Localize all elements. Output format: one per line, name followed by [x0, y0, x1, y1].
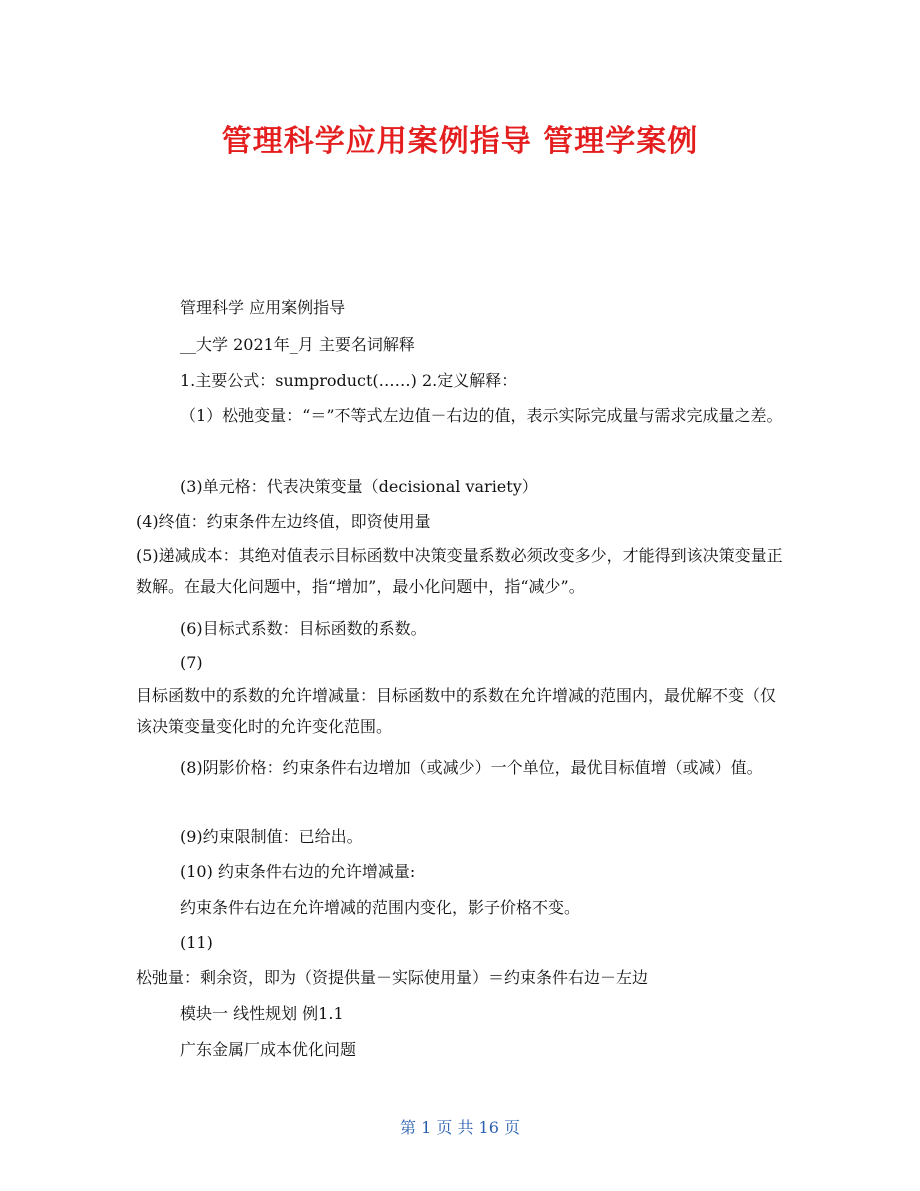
- paragraph-rhs-range: 约束条件右边在允许增减的范围内变化，影子价格不变。: [180, 898, 581, 917]
- paragraph-cell: (3)单元格：代表决策变量（decisional variety）: [180, 477, 538, 496]
- paragraph-reduced-cost: (5)递减成本：其绝对值表示目标函数中决策变量系数必须改变多少，才能得到该决策变量正数解。在最大化问题中，指“增加”，最小化问题中，指“减少”。: [136, 546, 783, 596]
- paragraph-subtitle: 管理科学 应用案例指导: [180, 298, 346, 317]
- paragraph-slack-variable: （1）松弛变量：“＝”不等式左边值－右边的值，表示实际完成量与需求完成量之差。: [180, 406, 783, 425]
- paragraph-rhs-range-heading: (10) 约束条件右边的允许增减量:: [180, 862, 416, 881]
- paragraph-shadow-price: (8)阴影价格：约束条件右边增加（或减少）一个单位，最优目标值增（或减）值。: [180, 758, 763, 777]
- paragraph-item-7: (7): [180, 653, 203, 672]
- paragraph-allowable-change: 目标函数中的系数的允许增减量：目标函数中的系数在允许增减的范围内，最优解不变（仅该决策变量变化时的允许变化范围。: [136, 686, 777, 736]
- paragraph-constraint-limit: (9)约束限制值：已给出。: [180, 827, 363, 846]
- page-number: 第 1 页 共 16 页: [400, 1118, 520, 1137]
- paragraph-slack-amount: 松弛量：剩余资，即为（资提供量－实际使用量）＝约束条件右边－左边: [136, 968, 649, 987]
- paragraph-module-heading: 模块一 线性规划 例1.1: [180, 1004, 344, 1023]
- paragraph-final-value: (4)终值：约束条件左边终值，即资使用量: [136, 512, 431, 531]
- document-title: 管理科学应用案例指导 管理学案例: [221, 124, 699, 159]
- paragraph-formula: 1.主要公式：sumproduct(……) 2.定义解释：: [180, 371, 518, 390]
- paragraph-case-title: 广东金属厂成本优化问题: [180, 1040, 357, 1059]
- paragraph-university: __大学 2021年_月 主要名词解释: [180, 335, 415, 354]
- paragraph-item-11: (11): [180, 933, 213, 952]
- paragraph-objective-coefficient: (6)目标式系数：目标函数的系数。: [180, 619, 427, 638]
